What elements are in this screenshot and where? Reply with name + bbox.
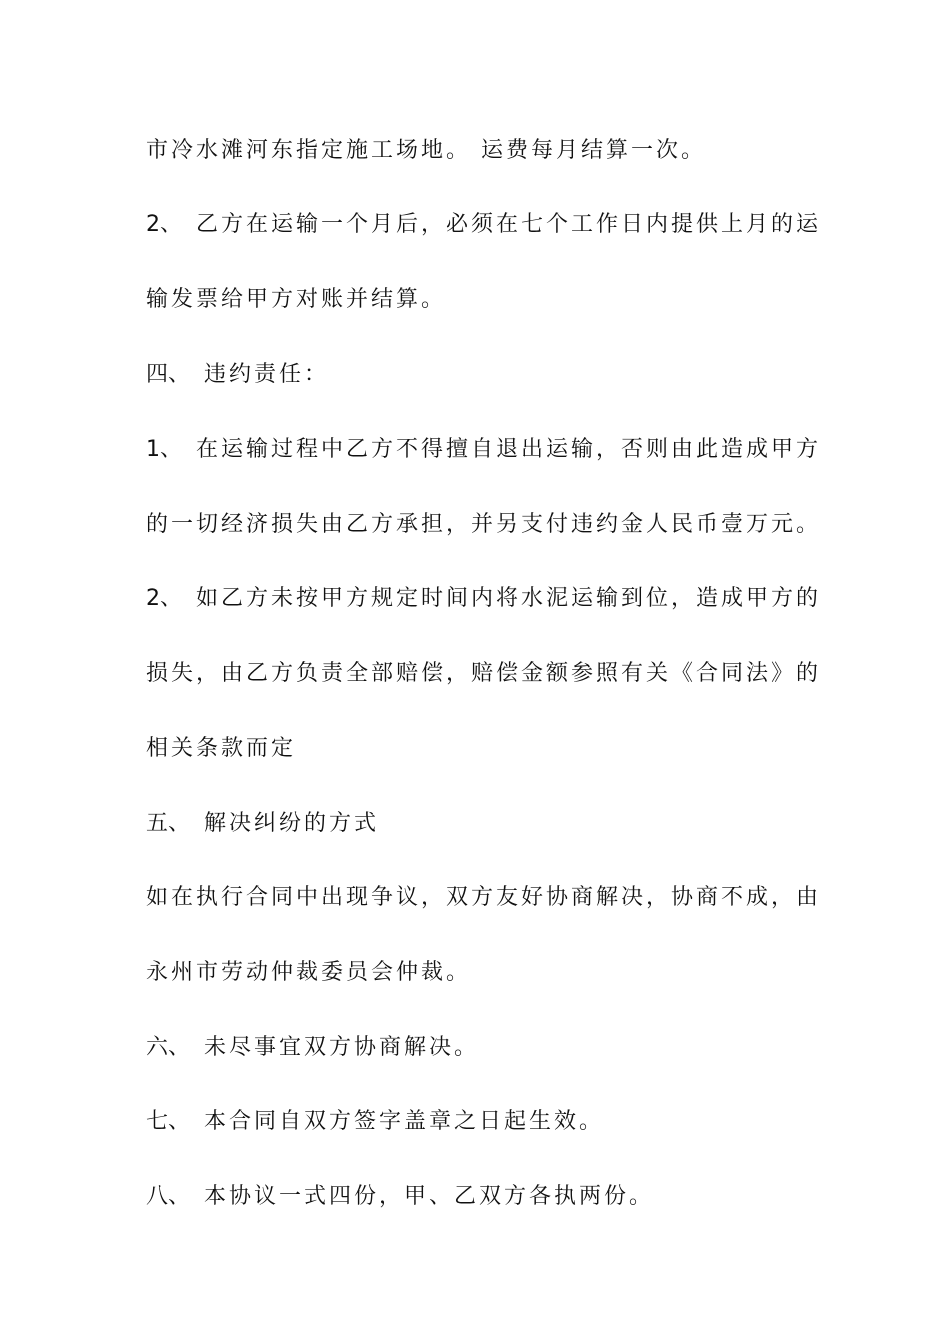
line-text: 在运输过程中乙方不得擅自退出运输，否则由此造成甲方 xyxy=(196,437,822,462)
line-text: 市冷水滩河东指定施工场地。 运费每月结算一次。 xyxy=(146,138,706,163)
line-text: 如在执行合同中出现争议，双方友好协商解决，协商不成，由 xyxy=(146,885,822,910)
section-title: 违约责任： xyxy=(204,362,330,387)
section-heading-7 xyxy=(146,1107,604,1137)
line-text: 乙方在运输一个月后，必须在七个工作日内提供上月的运 xyxy=(196,212,822,237)
paragraph-line xyxy=(146,136,706,166)
clause-number: 2、 xyxy=(146,212,182,237)
clause-number: 2、 xyxy=(146,586,182,611)
section-title: 未尽事宜双方协商解决。 xyxy=(204,1035,480,1060)
clause-4-1-line xyxy=(146,435,821,465)
paragraph-line xyxy=(146,285,446,315)
line-text: 永州市劳动仲裁委员会仲裁。 xyxy=(146,960,472,985)
clause-4-2-line xyxy=(146,584,821,614)
clause-3-2-line xyxy=(146,210,821,240)
paragraph-line xyxy=(146,734,296,764)
paragraph-line xyxy=(146,659,821,689)
section-heading-6 xyxy=(146,1033,479,1063)
line-text: 输发票给甲方对账并结算。 xyxy=(146,287,447,312)
line-text: 的一切经济损失由乙方承担，并另支付违约金人民币壹万元。 xyxy=(146,512,822,537)
section-title: 本协议一式四份，甲、乙双方各执两份。 xyxy=(204,1184,655,1209)
section-title: 解决纠纷的方式 xyxy=(204,811,380,836)
section-number: 七、 xyxy=(146,1109,191,1134)
line-text: 如乙方未按甲方规定时间内将水泥运输到位，造成甲方的 xyxy=(196,586,822,611)
section-number: 六、 xyxy=(146,1035,191,1060)
clause-number: 1、 xyxy=(146,437,182,462)
line-text: 相关条款而定 xyxy=(146,736,297,761)
section-number: 八、 xyxy=(146,1184,191,1209)
section-number: 五、 xyxy=(146,811,191,836)
section-title: 本合同自双方签字盖章之日起生效。 xyxy=(204,1109,605,1134)
paragraph-line xyxy=(146,510,821,540)
section-heading-8 xyxy=(146,1182,654,1212)
paragraph-line xyxy=(146,958,471,988)
section-heading-4 xyxy=(146,360,329,390)
line-text: 损失，由乙方负责全部赔偿，赔偿金额参照有关《合同法》的 xyxy=(146,661,822,686)
section-heading-5 xyxy=(146,809,379,839)
paragraph-line xyxy=(146,883,821,913)
section-number: 四、 xyxy=(146,362,191,387)
